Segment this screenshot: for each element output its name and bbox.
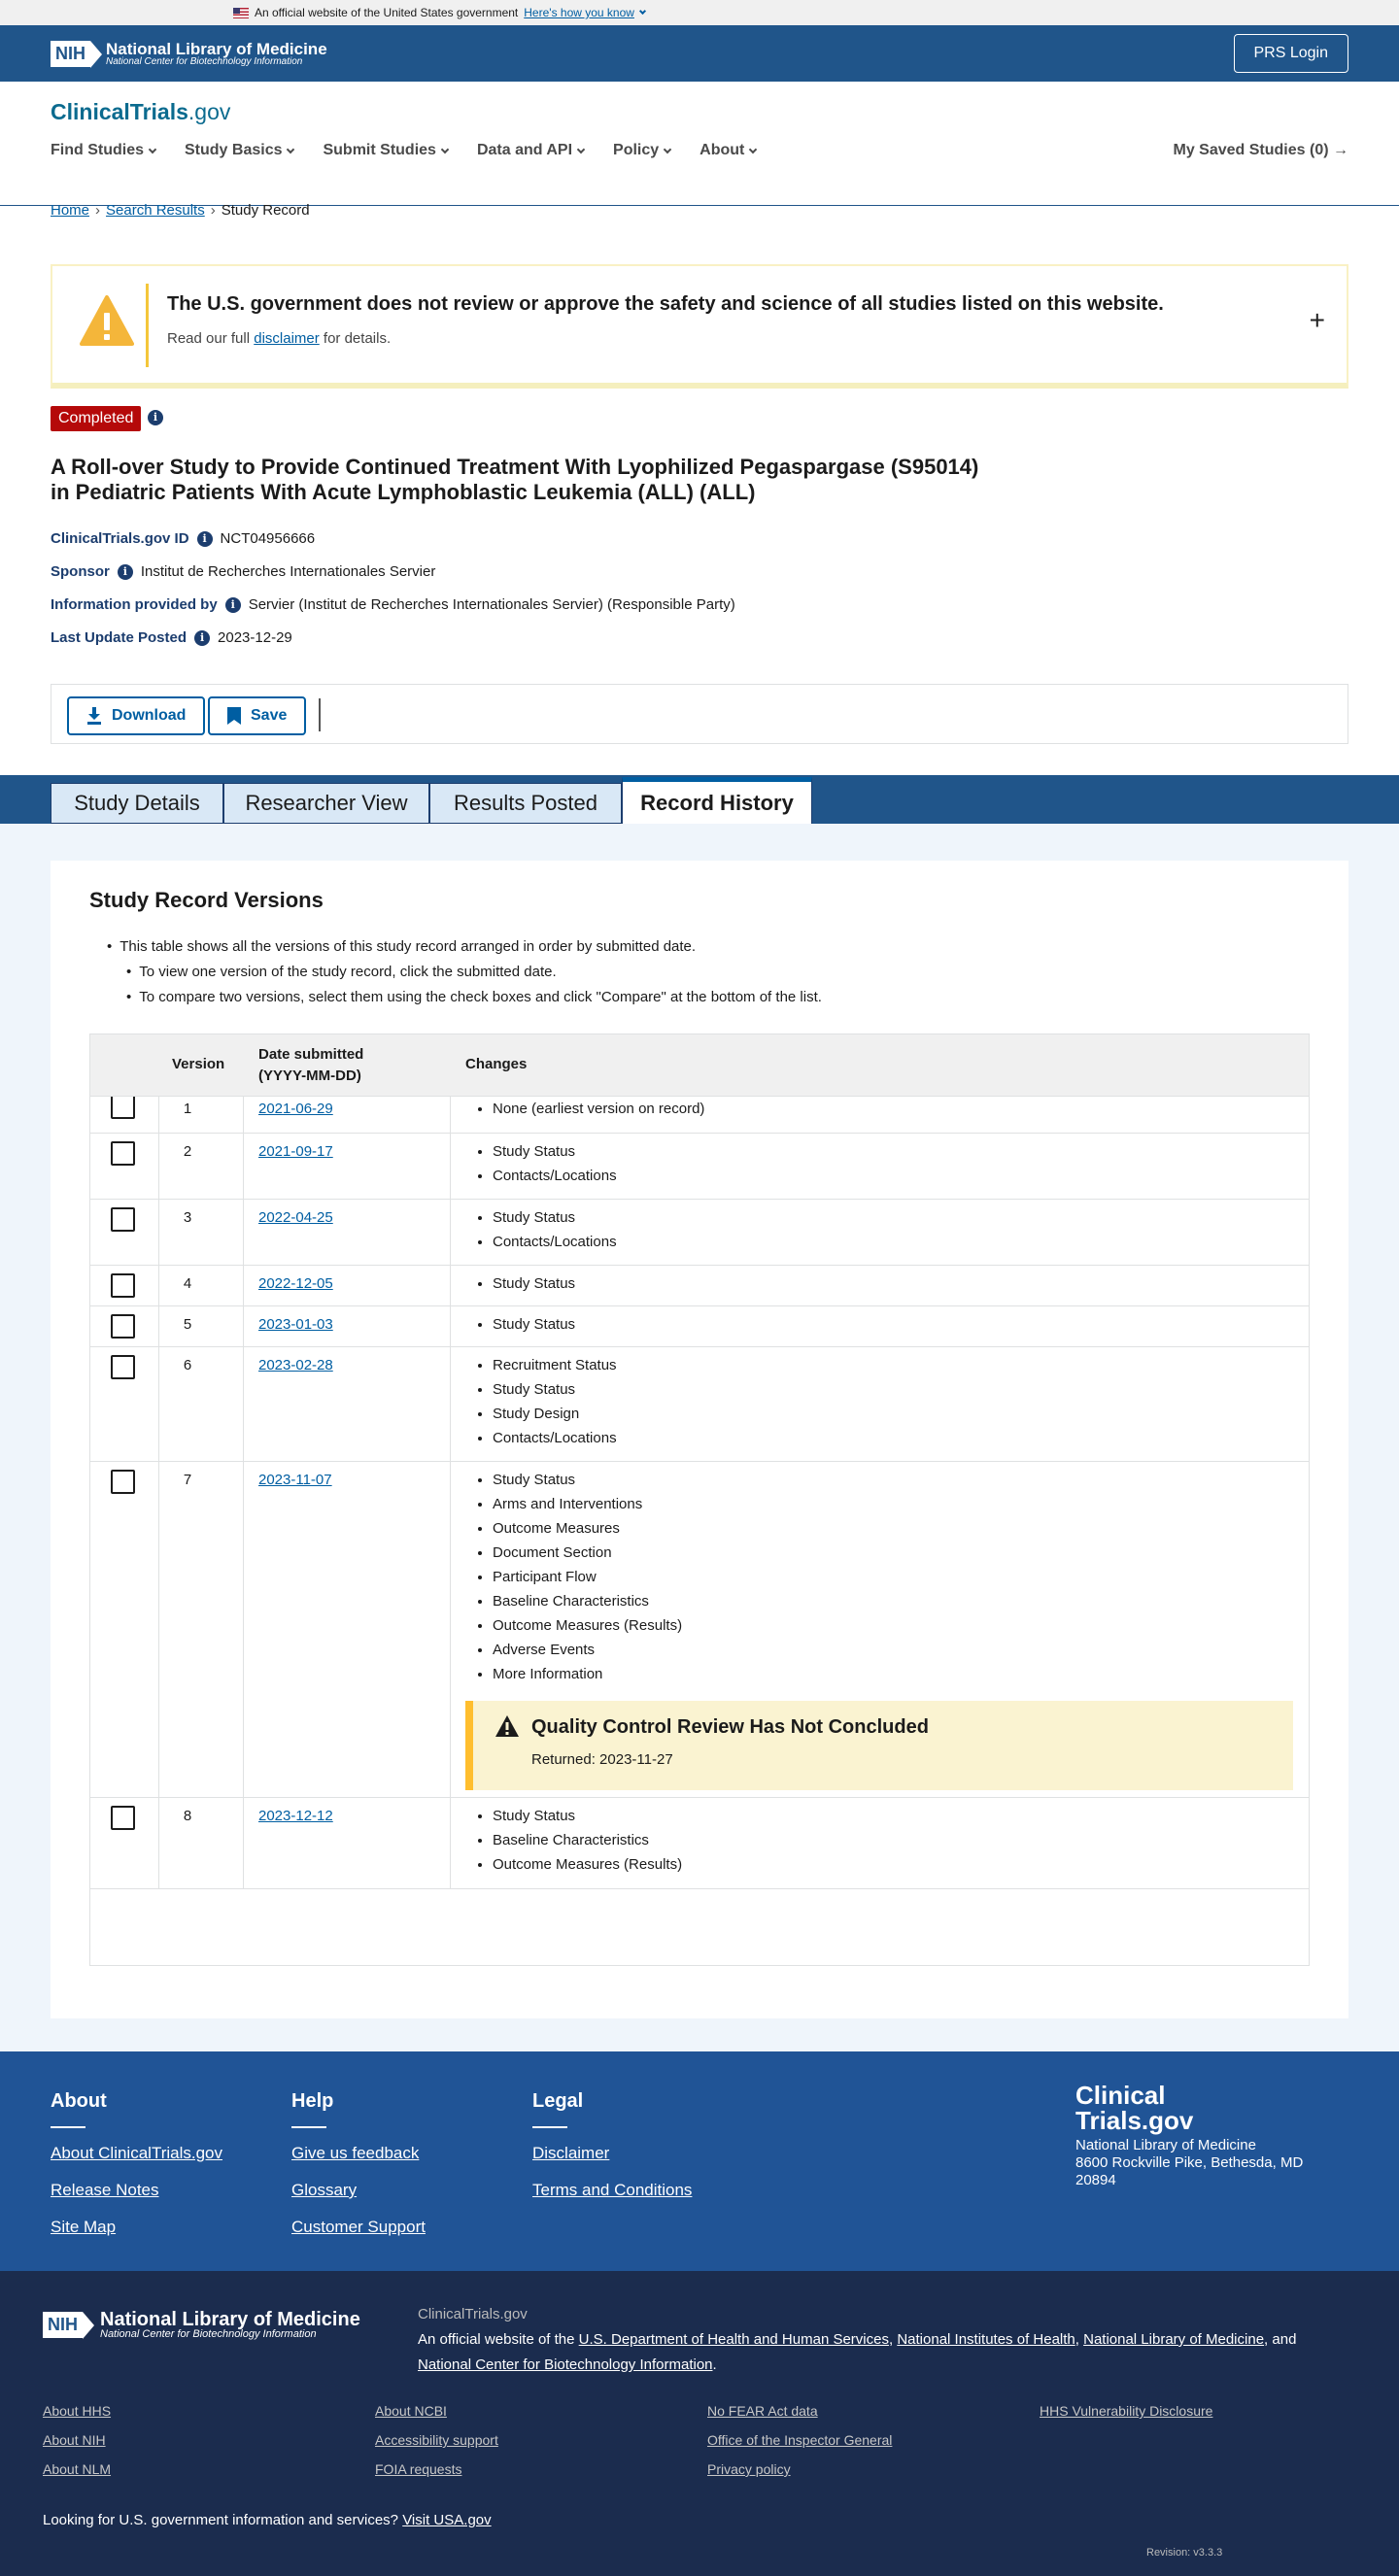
- chevron-down-icon: [749, 145, 757, 153]
- status-badge: Completed: [51, 406, 141, 431]
- table-row: [90, 1093, 1309, 1134]
- version-checkbox[interactable]: [111, 1355, 135, 1379]
- alert-divider: [146, 284, 149, 367]
- changes-list: [493, 1806, 682, 1879]
- disclaimer-title: The U.S. government does not review or approve the safety and science of all studies listed on this website.: [167, 293, 1164, 315]
- save-label: Save: [251, 707, 288, 724]
- change-item: • Study Status: [493, 1379, 617, 1404]
- official-statement: [418, 2302, 1331, 2378]
- version-date-link[interactable]: 2023-01-03: [258, 1316, 333, 1333]
- change-item: • Baseline Characteristics: [493, 1591, 682, 1615]
- change-item: • Participant Flow: [493, 1567, 682, 1591]
- download-button[interactable]: [67, 696, 205, 735]
- footer-brand: [1075, 2083, 1303, 2189]
- footer-link-text[interactable]: About HHS: [43, 2403, 112, 2419]
- version-number: 3: [183, 1209, 192, 1226]
- version-date-link[interactable]: 2022-04-25: [258, 1209, 333, 1226]
- saved-studies-link[interactable]: [1174, 142, 1349, 159]
- disclaimer-alert: [51, 264, 1348, 389]
- footer-link[interactable]: [43, 2403, 111, 2419]
- nav-about[interactable]: [700, 142, 756, 159]
- meta-update-label: Last Update Posted: [51, 629, 188, 646]
- footer-link[interactable]: Site Map: [51, 2218, 117, 2236]
- changes-list: [493, 1273, 575, 1298]
- nav-label: Submit Studies: [323, 142, 436, 158]
- version-checkbox[interactable]: [111, 1095, 135, 1119]
- action-bar: [51, 684, 1348, 744]
- tab-study-details[interactable]: Study Details: [51, 783, 223, 824]
- version-date-link[interactable]: 2021-06-29: [258, 1101, 333, 1117]
- address-line-1: National Library of Medicine: [1075, 2137, 1256, 2153]
- brand-line-1: Clinical: [1075, 2081, 1166, 2110]
- tab-record-history[interactable]: Record History: [622, 777, 812, 824]
- version-number: 7: [183, 1472, 192, 1488]
- breadcrumb: [51, 202, 310, 219]
- col-version: Version: [172, 1056, 225, 1072]
- footer-link[interactable]: Glossary: [291, 2181, 358, 2199]
- footer-link[interactable]: [707, 2403, 818, 2419]
- nav-label: Study Basics: [185, 142, 283, 158]
- revision-label: Revision: v3.3.3: [1146, 2547, 1223, 2559]
- changes-list: [493, 1314, 575, 1339]
- table-row: [90, 1134, 1309, 1200]
- chevron-down-icon: [149, 145, 156, 153]
- note-text: To view one version of the study record, click the submitted date.: [139, 964, 557, 980]
- action-divider: [319, 698, 321, 731]
- info-icon[interactable]: i: [225, 597, 241, 613]
- nih-bar: [0, 25, 1399, 82]
- chevron-down-icon: [441, 145, 449, 153]
- clinicaltrials-logo[interactable]: [51, 99, 230, 125]
- footer-link-text[interactable]: About NLM: [43, 2461, 112, 2477]
- change-item: • Contacts/Locations: [493, 1166, 617, 1190]
- version-checkbox[interactable]: [111, 1273, 135, 1298]
- chevron-down-icon: [577, 145, 585, 153]
- heading-underline: [532, 2126, 567, 2128]
- footer-help: [291, 2090, 426, 2254]
- footer-link[interactable]: Customer Support: [291, 2218, 426, 2236]
- changes-list: [493, 1207, 617, 1256]
- qc-returned: Returned: 2023-11-27: [531, 1751, 673, 1768]
- meta-update: [51, 629, 292, 646]
- nlm-link[interactable]: National Library of Medicine: [1083, 2331, 1265, 2348]
- footer-link-text[interactable]: Privacy policy: [707, 2461, 791, 2477]
- chevron-down-icon: [639, 8, 646, 15]
- official-text: An official website of the U.S. Department of Health and Human Services, National Institutes of Health, National Library of Medicine, and National Center for Biotechnology Information.: [418, 2331, 1297, 2373]
- change-item: • Arms and Interventions: [493, 1494, 682, 1518]
- breadcrumb-search-results[interactable]: Search Results: [106, 202, 205, 219]
- nlm-footer-logo[interactable]: [43, 2310, 360, 2340]
- and-text: and: [1272, 2331, 1297, 2348]
- heading-underline: [291, 2126, 326, 2128]
- gov-banner-text: An official website of the United States government: [255, 6, 519, 19]
- col-date-line-1: Date submitted: [258, 1046, 364, 1063]
- footer-link[interactable]: Terms and Conditions: [532, 2181, 693, 2199]
- version-number: 4: [183, 1275, 192, 1292]
- table-row: [90, 1462, 1309, 1798]
- usa-gov-link[interactable]: Visit USA.gov: [402, 2512, 492, 2528]
- note-text: To compare two versions, select them using the check boxes and click "Compare" at the bottom of the list.: [139, 989, 822, 1005]
- nav-label: Data and API: [476, 142, 573, 158]
- table-row: [90, 1798, 1309, 1889]
- info-icon[interactable]: i: [148, 410, 163, 425]
- meta-id: [51, 530, 315, 547]
- tab-bar: [0, 775, 1399, 824]
- breadcrumb-separator-icon: ›: [210, 202, 216, 219]
- col-date: [258, 1044, 363, 1087]
- breadcrumb-current: Study Record: [221, 202, 310, 219]
- footer-link[interactable]: [1040, 2403, 1212, 2419]
- warning-icon: [80, 293, 134, 348]
- change-item: • Outcome Measures (Results): [493, 1854, 682, 1879]
- footer-link[interactable]: [43, 2461, 111, 2477]
- footer-link[interactable]: [707, 2432, 892, 2448]
- col-changes: Changes: [465, 1056, 528, 1072]
- footer-link[interactable]: [43, 2432, 106, 2448]
- breadcrumb-home[interactable]: Home: [51, 202, 90, 219]
- meta-sponsor-value: Institut de Recherches Internationales Servier: [140, 563, 436, 580]
- col-date-line-2: (YYYY-MM-DD): [258, 1068, 361, 1084]
- change-item: • Study Design: [493, 1404, 617, 1428]
- change-item: • Study Status: [493, 1470, 682, 1494]
- changes-list: [493, 1355, 617, 1452]
- usa-gov-line: [43, 2512, 492, 2528]
- version-date-link[interactable]: 2021-09-17: [258, 1143, 333, 1160]
- footer-link-text[interactable]: About NIH: [43, 2432, 106, 2448]
- versions-table[interactable]: [89, 1034, 1310, 1966]
- change-item: • Contacts/Locations: [493, 1232, 617, 1256]
- nav-data-api[interactable]: [477, 142, 584, 159]
- logo-suffix: .gov: [188, 99, 231, 124]
- change-item: • Study Status: [493, 1806, 682, 1830]
- warning-triangle-icon: [495, 1714, 520, 1738]
- versions-heading: Study Record Versions: [89, 888, 324, 912]
- footer-link[interactable]: Disclaimer: [532, 2144, 610, 2162]
- nav-policy[interactable]: [613, 142, 670, 159]
- disclaimer-post: for details.: [323, 330, 392, 347]
- footer-link[interactable]: [707, 2461, 791, 2477]
- us-flag-icon: [233, 8, 249, 18]
- qc-title: Quality Control Review Has Not Concluded: [531, 1716, 929, 1738]
- footer-legal-heading: Legal: [532, 2090, 584, 2112]
- nlm-name: National Library of Medicine: [100, 2309, 360, 2330]
- official-prefix: An official website of the: [418, 2331, 575, 2348]
- meta-provided-label: Information provided by: [51, 596, 218, 613]
- changes-list: [493, 1470, 682, 1688]
- save-button[interactable]: [208, 696, 306, 735]
- meta-id-value: NCT04956666: [220, 530, 316, 547]
- change-item: • Recruitment Status: [493, 1355, 617, 1379]
- version-date-link[interactable]: 2023-12-12: [258, 1808, 333, 1824]
- version-number: 2: [183, 1143, 192, 1160]
- gov-banner: [0, 0, 1399, 25]
- breadcrumb-separator-icon: ›: [95, 202, 101, 219]
- bullet-icon: •: [126, 989, 132, 1005]
- nav-label: Policy: [613, 142, 660, 158]
- address-line-3: 20894: [1075, 2172, 1116, 2188]
- footer-link-text[interactable]: No FEAR Act data: [707, 2403, 818, 2419]
- footer-help-heading: Help: [291, 2090, 334, 2112]
- address-line-2: 8600 Rockville Pike, Bethesda, MD: [1075, 2154, 1304, 2171]
- footer-link[interactable]: Release Notes: [51, 2181, 159, 2199]
- bullet-icon: •: [126, 964, 132, 980]
- nav-find-studies[interactable]: [51, 142, 155, 159]
- qc-alert: [465, 1701, 1293, 1790]
- change-item: • More Information: [493, 1664, 682, 1688]
- version-number: 8: [183, 1808, 192, 1824]
- logo-main: ClinicalTrials: [51, 99, 188, 124]
- nav-label: Find Studies: [51, 142, 144, 158]
- footer-about-heading: About: [51, 2090, 107, 2112]
- footer-link-text[interactable]: Accessibility support: [375, 2432, 498, 2448]
- saved-studies-label: My Saved Studies (0): [1173, 142, 1329, 158]
- ct-label: ClinicalTrials.gov: [418, 2306, 528, 2322]
- meta-provided-value: Servier (Institut de Recherches Internationales Servier) (Responsible Party): [248, 596, 735, 613]
- version-number: 5: [183, 1316, 192, 1333]
- footer-primary: [0, 2051, 1399, 2271]
- chevron-down-icon: [664, 145, 671, 153]
- heading-underline: [51, 2126, 85, 2128]
- versions-note-1: [107, 938, 696, 955]
- versions-note-3: [126, 989, 822, 1005]
- changes-list: [493, 1099, 704, 1123]
- change-item: • Outcome Measures: [493, 1518, 682, 1542]
- meta-update-value: 2023-12-29: [218, 629, 292, 646]
- disclaimer-text: [167, 330, 391, 347]
- site-header: [0, 82, 1399, 206]
- footer-link[interactable]: [375, 2432, 498, 2448]
- versions-note-2: [126, 964, 557, 980]
- meta-provided: [51, 596, 735, 613]
- table-row: [90, 1266, 1309, 1306]
- footer-link-text[interactable]: HHS Vulnerability Disclosure: [1040, 2403, 1213, 2419]
- table-header: [90, 1034, 1309, 1097]
- nih-logo-box: NIH: [43, 2312, 83, 2338]
- nav-study-basics[interactable]: [185, 142, 293, 159]
- nav-label: About: [700, 142, 745, 158]
- brand-line-2: Trials.gov: [1075, 2106, 1194, 2135]
- ncbi-name: National Center for Biotechnology Information: [100, 2328, 317, 2340]
- version-checkbox[interactable]: [111, 1141, 135, 1166]
- info-icon[interactable]: i: [118, 564, 133, 580]
- main-nav: [51, 142, 756, 159]
- footer-link[interactable]: [375, 2403, 447, 2419]
- footer-link-text[interactable]: FOIA requests: [375, 2461, 462, 2477]
- hhs-link[interactable]: U.S. Department of Health and Human Services: [578, 2331, 889, 2348]
- download-icon: [86, 707, 102, 725]
- change-item: • Adverse Events: [493, 1640, 682, 1664]
- ncbi-link[interactable]: National Center for Biotechnology Information: [418, 2356, 713, 2373]
- change-item: • Study Status: [493, 1314, 575, 1339]
- prs-login-button[interactable]: PRS Login: [1234, 34, 1349, 73]
- footer-link[interactable]: Give us feedback: [291, 2144, 420, 2162]
- version-date-link[interactable]: 2023-02-28: [258, 1357, 333, 1373]
- footer-about: [51, 2090, 222, 2254]
- nav-submit-studies[interactable]: [323, 142, 447, 159]
- version-date-link[interactable]: 2022-12-05: [258, 1275, 333, 1292]
- change-item: • Study Status: [493, 1207, 617, 1232]
- change-item: • Outcome Measures (Results): [493, 1615, 682, 1640]
- info-icon[interactable]: i: [194, 630, 210, 646]
- change-item: • None (earliest version on record): [493, 1099, 704, 1123]
- footer-link-text[interactable]: About NCBI: [375, 2403, 447, 2419]
- chevron-down-icon: [287, 145, 294, 153]
- bookmark-icon: [227, 707, 241, 725]
- nlm-name: National Library of Medicine: [106, 39, 327, 58]
- meta-id-label: ClinicalTrials.gov ID: [51, 530, 189, 547]
- nih-logo-box: NIH: [51, 41, 90, 67]
- how-you-know-link[interactable]: Here's how you know: [524, 6, 634, 19]
- arrow-right-icon: →: [1333, 142, 1348, 158]
- version-checkbox[interactable]: [111, 1470, 135, 1494]
- version-checkbox[interactable]: [111, 1314, 135, 1339]
- expand-plus-icon[interactable]: +: [1309, 305, 1325, 335]
- table-row: [90, 1347, 1309, 1462]
- ncbi-name: National Center for Biotechnology Information: [106, 55, 303, 67]
- table-row: [90, 1200, 1309, 1266]
- disclaimer-link[interactable]: disclaimer: [254, 330, 320, 347]
- version-checkbox[interactable]: [111, 1207, 135, 1232]
- note-text: This table shows all the versions of this study record arranged in order by submitted date.: [119, 938, 697, 955]
- change-item: • Baseline Characteristics: [493, 1830, 682, 1854]
- info-icon[interactable]: i: [197, 531, 213, 547]
- table-row: [90, 1306, 1309, 1347]
- changes-list: [493, 1141, 617, 1190]
- change-item: • Contacts/Locations: [493, 1428, 617, 1452]
- tab-results-posted[interactable]: Results Posted: [429, 783, 622, 824]
- footer-secondary: [0, 2271, 1399, 2576]
- version-number: 1: [183, 1101, 192, 1117]
- usa-question: Looking for U.S. government information and services?: [43, 2512, 399, 2528]
- footer-link[interactable]: [375, 2461, 461, 2477]
- footer-link-text[interactable]: Office of the Inspector General: [707, 2432, 893, 2448]
- footer-link[interactable]: About ClinicalTrials.gov: [51, 2144, 222, 2162]
- disclaimer-pre: Read our full: [167, 330, 251, 347]
- change-item: • Document Section: [493, 1542, 682, 1567]
- meta-sponsor-label: Sponsor: [51, 563, 110, 580]
- change-item: • Study Status: [493, 1141, 617, 1166]
- version-date-link[interactable]: 2023-11-07: [258, 1472, 332, 1488]
- nlm-logo[interactable]: [51, 41, 327, 67]
- study-title: A Roll-over Study to Provide Continued Treatment With Lyophilized Pegaspargase (S95014) in Pediatric Patients With Acute Lymphoblastic Leukemia (ALL) (ALL): [51, 455, 979, 504]
- bullet-icon: •: [107, 938, 113, 955]
- change-item: • Study Status: [493, 1273, 575, 1298]
- footer-legal: [532, 2090, 692, 2218]
- tab-researcher-view[interactable]: Researcher View: [223, 783, 429, 824]
- version-checkbox[interactable]: [111, 1806, 135, 1830]
- download-label: Download: [112, 707, 187, 724]
- nih-link[interactable]: National Institutes of Health: [897, 2331, 1075, 2348]
- version-number: 6: [183, 1357, 192, 1373]
- meta-sponsor: [51, 563, 435, 580]
